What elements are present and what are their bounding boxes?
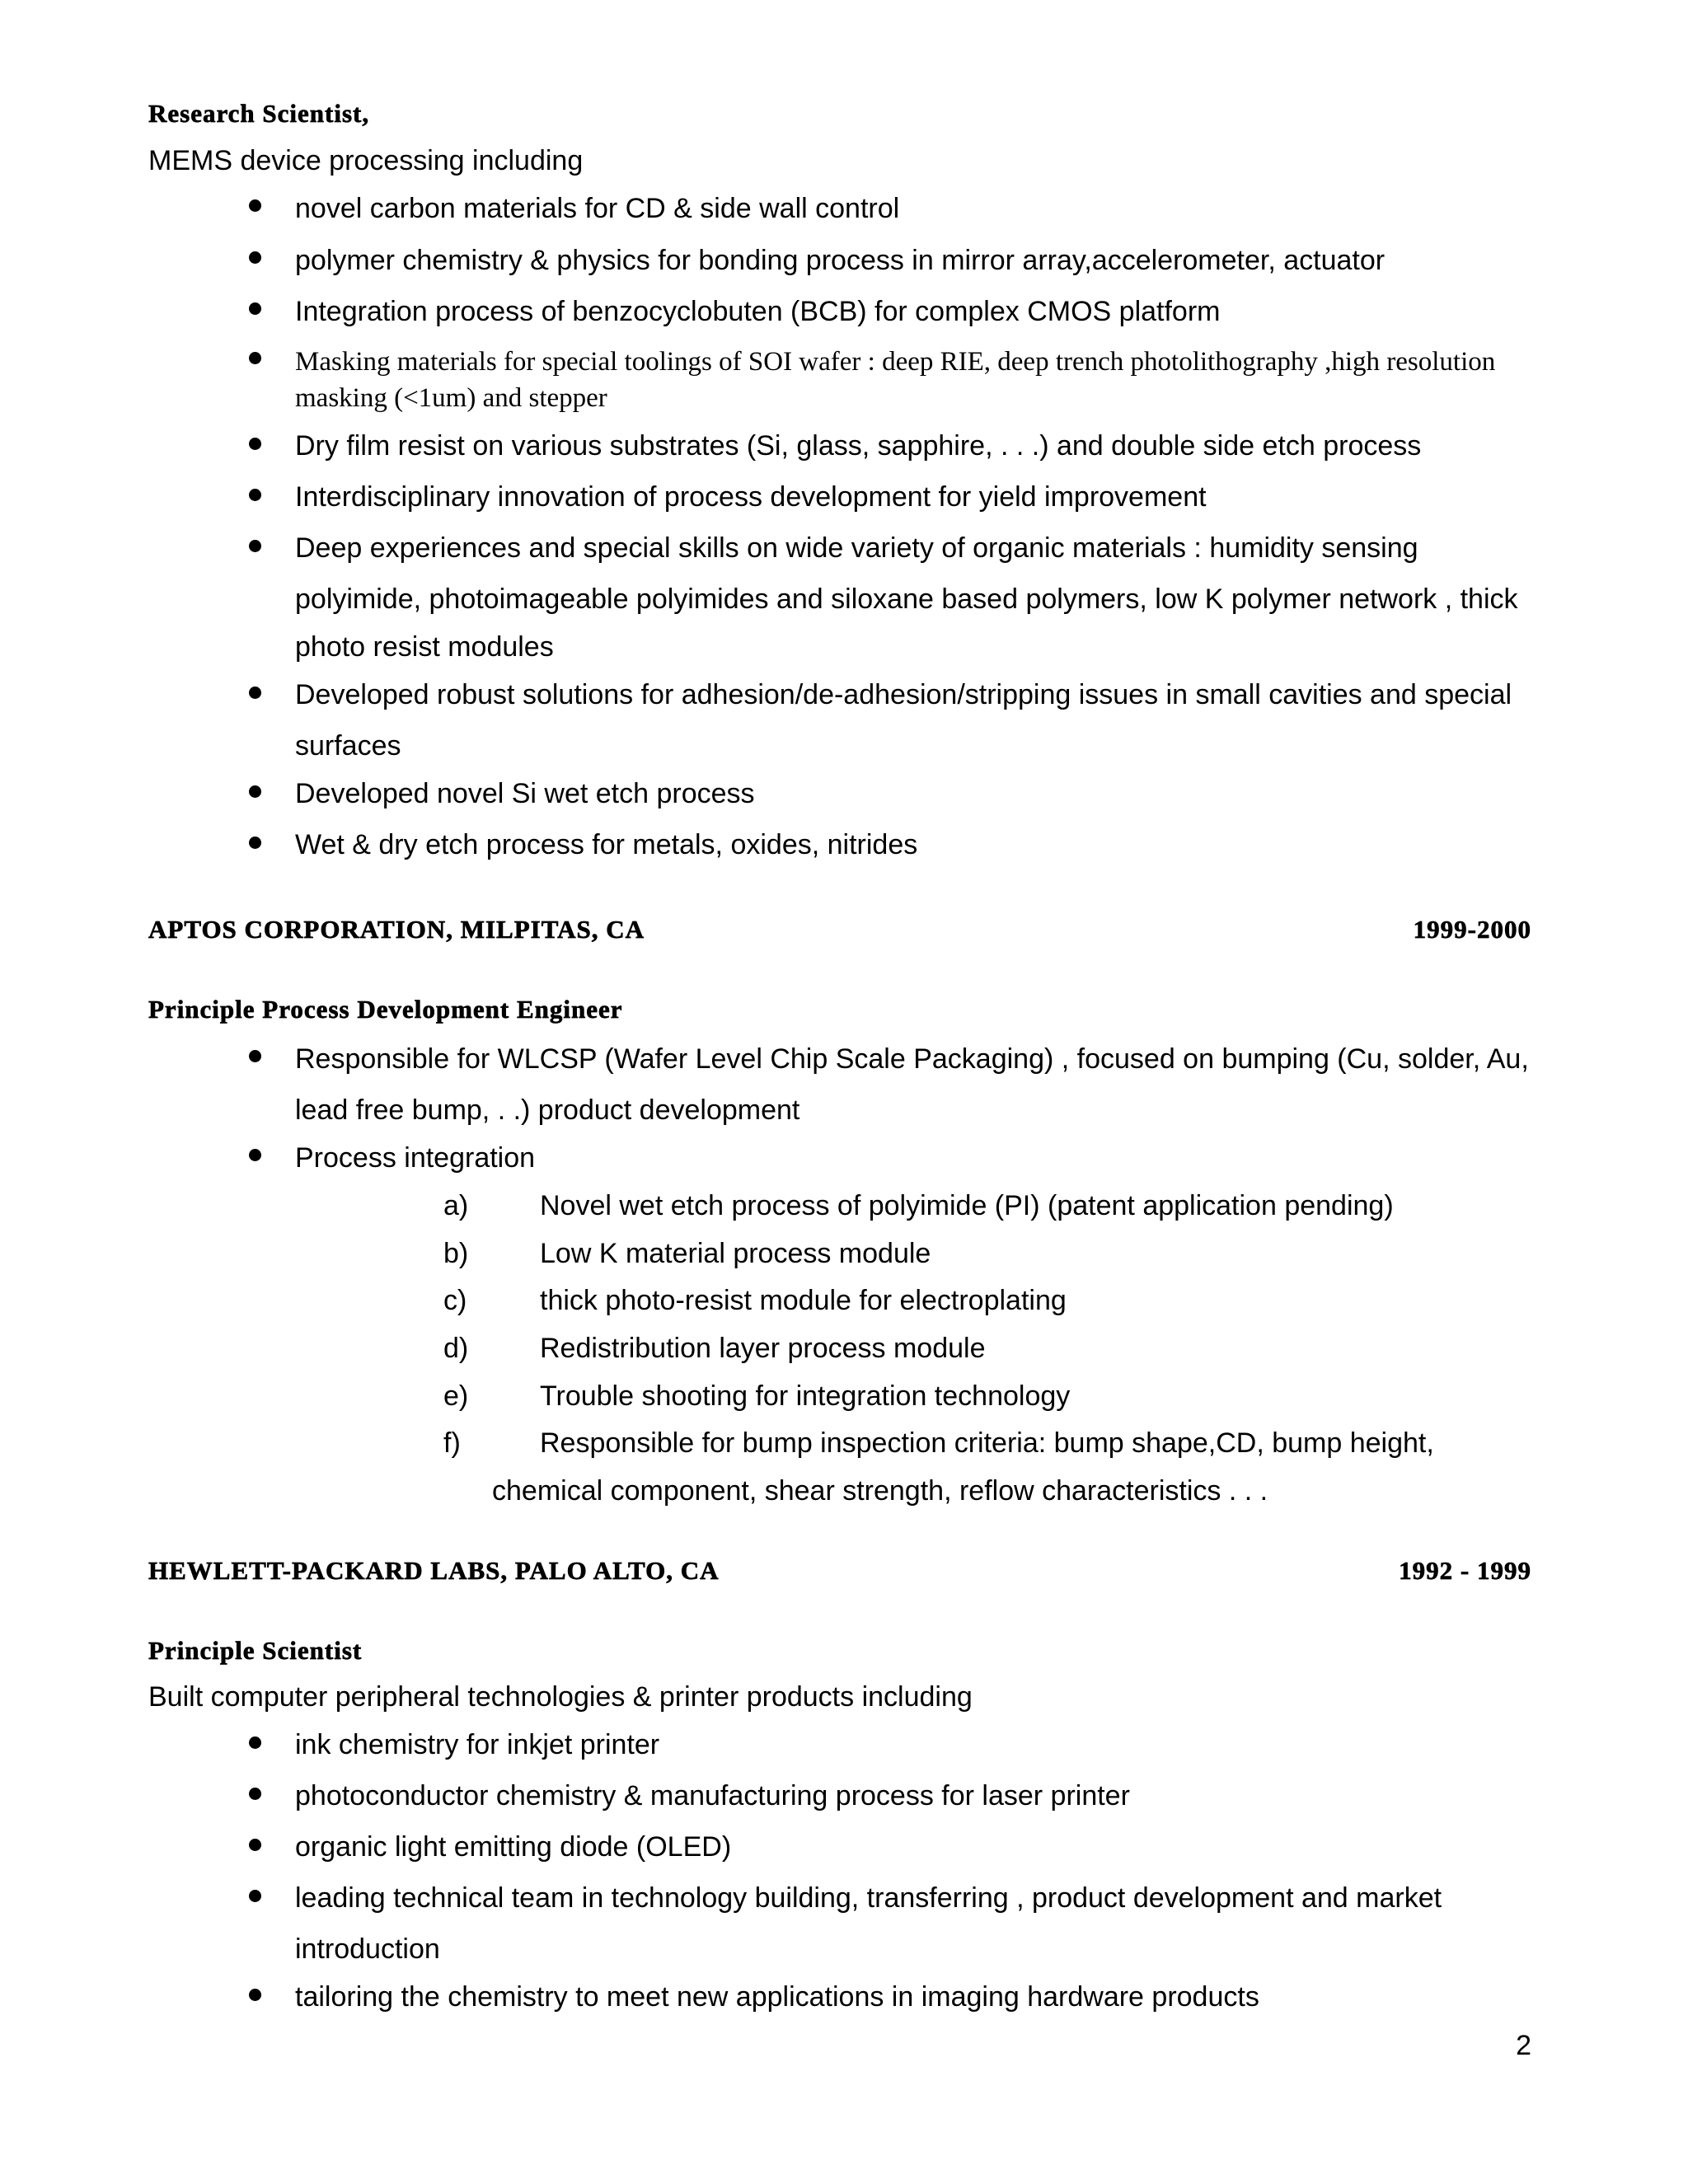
section-intro: Built computer peripheral technologies & printer products including (148, 1681, 973, 1713)
list-item: Process integration (295, 1142, 536, 1174)
list-item: Masking materials for special toolings of SOI wafer : deep RIE, deep trench photolithography ,high resolution (295, 347, 1496, 377)
sub-item: Novel wet etch process of polyimide (PI) (patent application pending) (540, 1190, 1394, 1221)
list-item-continuation: photo resist modules (295, 631, 554, 663)
years-aptos: 1999-2000 (1413, 915, 1531, 944)
sub-item-continuation: chemical component, shear strength, reflow characteristics . . . (492, 1475, 1268, 1507)
job-title-aptos: Principle Process Development Engineer (148, 995, 623, 1024)
sub-item: Low K material process module (540, 1238, 931, 1269)
bullet-icon (249, 302, 261, 315)
sub-item-label: d) (443, 1333, 469, 1364)
list-item-continuation: masking (<1um) and stepper (295, 383, 607, 413)
sub-item: Trouble shooting for integration technology (540, 1380, 1071, 1412)
list-item: tailoring the chemistry to meet new applications in imaging hardware products (295, 1981, 1259, 2013)
sub-item-label: b) (443, 1238, 469, 1269)
bullet-icon (249, 199, 261, 212)
section-intro: MEMS device processing including (148, 145, 584, 176)
bullet-icon (249, 489, 261, 501)
sub-item: Responsible for bump inspection criteria: bump shape,CD, bump height, (540, 1427, 1434, 1459)
list-item: novel carbon materials for CD & side wall control (295, 193, 900, 224)
company-heading-aptos: APTOS CORPORATION, MILPITAS, CA (148, 915, 645, 944)
bullet-icon (249, 251, 261, 264)
list-item-continuation: polyimide, photoimageable polyimides and siloxane based polymers, low K polymer network , thick (295, 583, 1518, 615)
bullet-icon (249, 687, 261, 699)
sub-item-label: e) (443, 1380, 469, 1412)
list-item: Responsible for WLCSP (Wafer Level Chip Scale Packaging) , focused on bumping (Cu, solder, Au, (295, 1043, 1529, 1075)
list-item: Developed novel Si wet etch process (295, 778, 755, 809)
job-title-research-scientist: Research Scientist, (148, 99, 370, 128)
list-item: Wet & dry etch process for metals, oxides, nitrides (295, 829, 918, 860)
list-item-continuation: introduction (295, 1933, 440, 1965)
bullet-icon (249, 837, 261, 849)
company-heading-hp: HEWLETT-PACKARD LABS, PALO ALTO, CA (148, 1556, 720, 1585)
list-item: organic light emitting diode (OLED) (295, 1831, 732, 1863)
sub-item-label: f) (443, 1427, 461, 1459)
sub-item: thick photo-resist module for electroplating (540, 1285, 1067, 1316)
bullet-icon (249, 352, 261, 364)
sub-item-label: c) (443, 1285, 467, 1316)
bullet-icon (249, 1050, 261, 1062)
sub-item: Redistribution layer process module (540, 1333, 986, 1364)
bullet-icon (249, 1788, 261, 1800)
list-item-continuation: lead free bump, . .) product development (295, 1094, 800, 1126)
list-item: ink chemistry for inkjet printer (295, 1729, 660, 1760)
sub-item-label: a) (443, 1190, 469, 1221)
job-title-hp: Principle Scientist (148, 1636, 363, 1665)
bullet-icon (249, 1989, 261, 2001)
list-item: Integration process of benzocyclobuten (BCB) for complex CMOS platform (295, 296, 1221, 327)
page-number: 2 (1516, 2030, 1531, 2061)
bullet-icon (249, 438, 261, 450)
list-item: Deep experiences and special skills on wide variety of organic materials : humidity sensing (295, 532, 1418, 564)
bullet-icon (249, 785, 261, 798)
bullet-icon (249, 540, 261, 552)
bullet-icon (249, 1890, 261, 1902)
list-item: leading technical team in technology building, transferring , product development and market (295, 1882, 1442, 1914)
list-item: photoconductor chemistry & manufacturing process for laser printer (295, 1780, 1130, 1811)
list-item: polymer chemistry & physics for bonding process in mirror array,accelerometer, actuator (295, 245, 1386, 276)
bullet-icon (249, 1149, 261, 1161)
list-item: Developed robust solutions for adhesion/de-adhesion/stripping issues in small cavities and special (295, 679, 1512, 710)
years-hp: 1992 - 1999 (1399, 1556, 1531, 1585)
list-item: Interdisciplinary innovation of process development for yield improvement (295, 481, 1207, 513)
list-item-continuation: surfaces (295, 730, 401, 762)
list-item: Dry film resist on various substrates (Si, glass, sapphire, . . .) and double side etch process (295, 430, 1422, 462)
bullet-icon (249, 1839, 261, 1851)
bullet-icon (249, 1736, 261, 1749)
